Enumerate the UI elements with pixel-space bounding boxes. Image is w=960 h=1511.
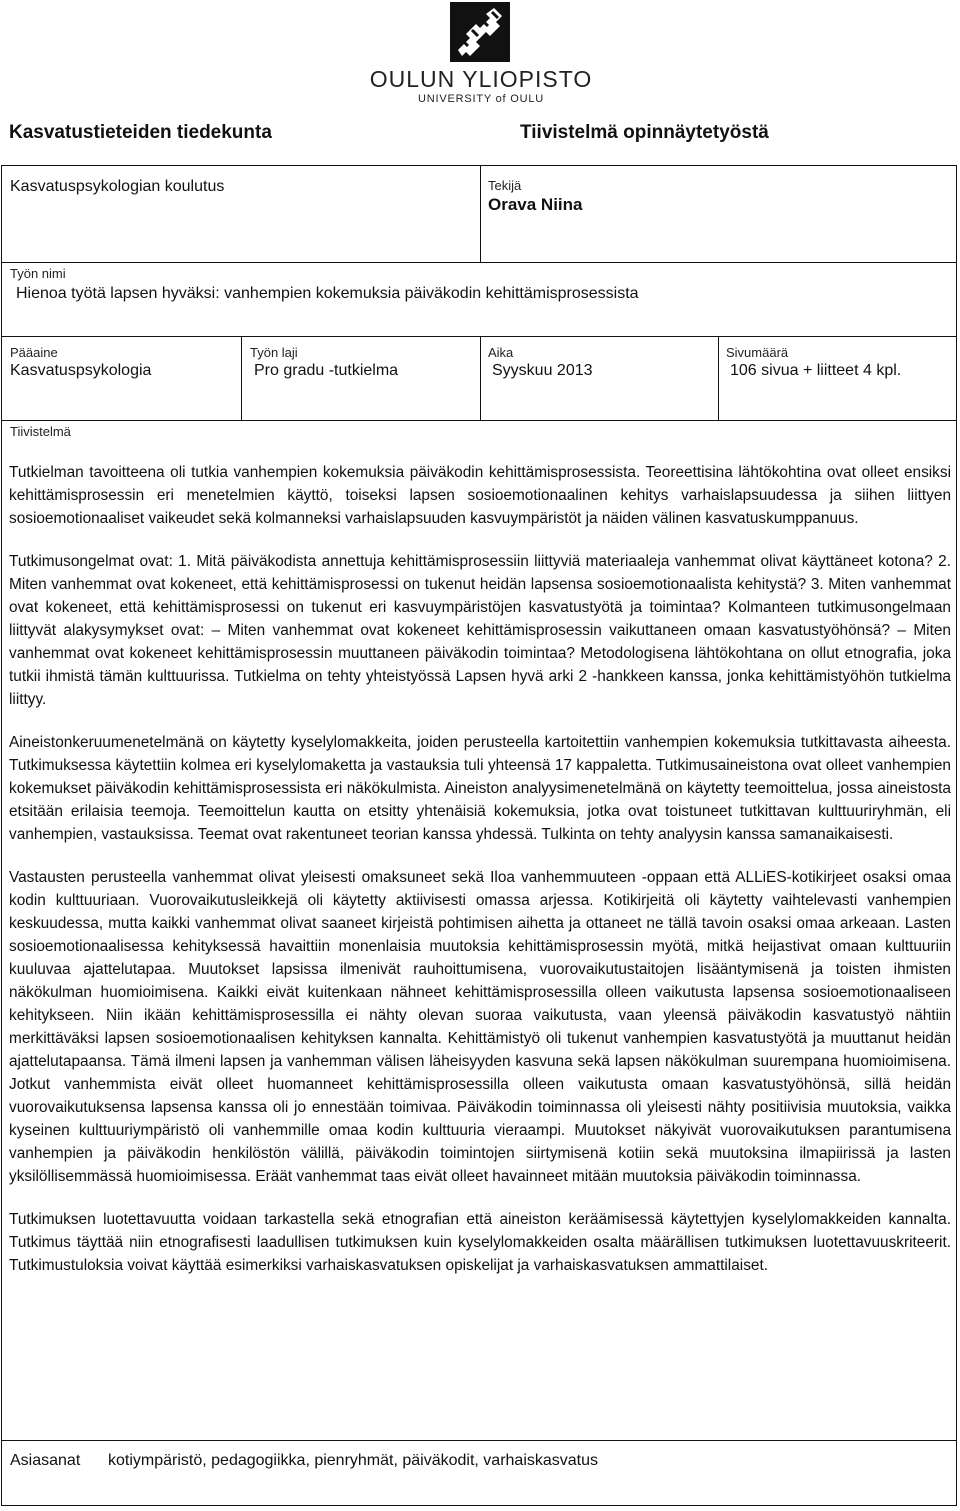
pages-value: 106 sivua + liitteet 4 kpl. (730, 362, 902, 379)
abstract-paragraph: Vastausten perusteella vanhemmat olivat yleisesti omaksuneet sekä Iloa vanhemmuuteen -oppaan että ALLiES-kotikirjeet osaksi omaa kodin kulttuuriaan. Vuorovaikutusleikkejä oli käytetty aktiivisesti omassa arjessa. Kotikirjeitä oli käytetty vaihtelevasti vanhempien keskuudessa, mutta kaikki vanhemmat olivat saaneet kirjeistä pohtimisen aihetta ja ottaneet ne tällä tavoin osaksi omaa arkeaan. Lasten sosioemotionaalisessa kehityksessä havaittiin monenlaisia muutoksia kehittämisprosessin myötä, mitkä heijastivat omaan kulttuuriin kuuluvaa ajattelutapaa. Muutokset lapsissa ilmenivät rauhoittumisena, vuorovaikutustaitojen lisääntymisenä ja toisten ihmisten näkökulman huomioimisena. Kaikki eivät kuitenkaan nähneet kehittämisprosessilla olleen vaikutusta lapsensa sosioemotionaaliseen kehitykseen. Niin ikään kehittämisprosessilla ei nähty olevan suoraa vaikutusta, vaan yleensä päiväkodin kasvatustyö nähtiin merkittäväksi lapsen sosioemotionaalisen kehityksen kannalta. Kehittämistyö oli tukenut vanhempien kasvatustyötä ja muuttanut heidän ajattelutapaansa. Tämä ilmeni lapsen ja vanhemman välisen läheisyyden kasvuna sekä lapsen näkökulman suurempana huomioimisena. Jotkut vanhemmista eivät olleet huomanneet kehittämisprosessilla olleen vaikutusta omaan kasvatustyöhönsä, sillä heidän vuorovaikutuksensa lapsensa kanssa oli jo ennestään toimivaa. Päiväkodin toiminnassa oli yleisesti nähty positiivisia muutoksia, vaikka kyseinen kulttuuriympäristö oli vanhemmille omaa kodin kulttuuria vieraampi. Muutokset näkyivät vuorovaikutuksen parantumisena vanhempien ja päiväkodin henkilöstön välillä, päiväkodin toimintojen siirtymisenä kotiin sekä muutoksina ilmapiirissä ja lasten yksilöllisemmässä huomioimisessa. Eräät vanhemmat taas eivät olleet havainneet mitään muutoksia päiväkodin toiminnassa. (9, 869, 951, 1185)
abstract-paragraph: Tutkimusongelmat ovat: 1. Mitä päiväkodista annettuja kehittämisprosessiin liittyviä materiaaleja vanhemmat olivat käyttäneet kotona? 2. Miten vanhemmat ovat kokeneet, että kehittämisprosessi on tukenut heidän lapsensa sosioemotionaalista kehitystä? 3. Miten vanhemmat ovat kokeneet, että kehittämisprosessi on tukenut eri kasvuympäristöjen kasvatustyötä ja toimintaa? Kolmanteen tutkimusongelmaan liittyvät alakysymykset ovat: – Miten vanhemmat ovat kokeneet kehittämisprosessin vaikuttaneen omaan kasvatustyöhönsä? – Miten vanhemmat ovat kokeneet kehittämisprosessin muuttaneen päiväkodin toimintaa? Metodologisena lähtökohtana on ollut etnografia, joka tutkii ihmistä tämän kulttuurissa. Tutkielma on tehty yhteistyössä Lapsen hyvä arki 2 -hankkeen kanssa, jonka kehittämistyöhön tutkielma liittyy. (9, 553, 951, 708)
pages-label: Sivumäärä (726, 345, 789, 360)
row-divider (2, 336, 956, 337)
date-label: Aika (488, 345, 514, 360)
row-divider (2, 1440, 956, 1441)
author-label: Tekijä (488, 178, 522, 193)
column-divider (718, 336, 719, 420)
column-divider (241, 336, 242, 420)
row-divider (2, 420, 956, 421)
column-divider (480, 336, 481, 420)
program-value: Kasvatuspsykologian koulutus (10, 178, 225, 195)
faculty-name: Kasvatustieteiden tiedekunta (9, 122, 272, 143)
logo-subtitle: UNIVERSITY of OULU (417, 93, 545, 105)
university-logo (356, 0, 606, 110)
abstract-paragraph: Aineistonkeruumenetelmänä on käytetty kyselylomakkeita, joiden perusteella kartoitettiin vanhempien kokemuksia tutkittavasta aiheesta. Tutkimuksessa käytettiin kolmea eri kyselylomaketta ja vastauksia tuli yhteensä 17 kappaletta. Tutkimusaineistona ovat olleet vanhempien kokemukset päiväkodin kehittämisprosessista eri näkökulmista. Aineiston analyysimenetelmänä on käytetty teemoittelua, jossa aineistosta etsitään erilaisia teemoja. Teemoittelun kautta on etsitty yhtenäisiä kokemuksia, jotka ovat toistuneet tutkittavan kulttuuriryhmän, eli vanhempien, vastauksissa. Teemat ovat rakentuneet teorian kanssa yhdessä. Tulkinta on tehty analyysin kanssa samanaikaisesti. (9, 734, 951, 843)
abstract-paragraph: Tutkielman tavoitteena oli tutkia vanhempien kokemuksia päiväkodin kehittämisprosessista. Teoreettisina lähtökohtina ovat olleet ensiksi kehittämisprosessin eri menetelmien käyttö, toiseksi lapsen sosioemotionaalinen kehitys varhaislapsuudessa ja siihen liittyen sosioemotionaaliset vaikeudet sekä kolmanneksi varhaislapsuuden kasvuympäristöt ja näiden välinen kasvatuskumppanuus. (9, 464, 951, 527)
date-value: Syyskuu 2013 (492, 362, 593, 379)
author-value: Orava Niina (488, 195, 583, 214)
university-emblem-icon (450, 2, 510, 62)
work-type-value: Pro gradu -tutkielma (254, 362, 399, 379)
document-type: Tiivistelmä opinnäytetyöstä (520, 122, 769, 143)
major-value: Kasvatuspsykologia (10, 362, 152, 379)
logo-name: OULUN YLIOPISTO (369, 66, 593, 92)
column-divider (480, 166, 481, 262)
major-label: Pääaine (10, 345, 58, 360)
title-label: Työn nimi (10, 266, 66, 281)
keywords-value: kotiympäristö, pedagogiikka, pienryhmät, päiväkodit, varhaiskasvatus (108, 1452, 599, 1469)
keywords-label: Asiasanat (10, 1452, 81, 1469)
title-value: Hienoa työtä lapsen hyväksi: vanhempien kokemuksia päiväkodin kehittämisprosessista (16, 285, 639, 302)
abstract-body (9, 461, 951, 1297)
abstract-paragraph: Tutkimuksen luotettavuutta voidaan tarkastella sekä etnografian että aineiston keräämisessä käytettyjen kyselylomakkeiden kannalta. Tutkimus täyttää niin etnografisesti laadullisen tutkimuksen kuin kyselylomakkeiden osalta määrällisen tutkimuksen luotettavuuskriteerit. Tutkimustuloksia voivat käyttää esimerkiksi varhaiskasvatuksen opiskelijat ja varhaiskasvatuksen ammattilaiset. (9, 1211, 951, 1274)
row-divider (2, 262, 956, 263)
abstract-label: Tiivistelmä (10, 424, 71, 439)
work-type-label: Työn laji (250, 345, 298, 360)
